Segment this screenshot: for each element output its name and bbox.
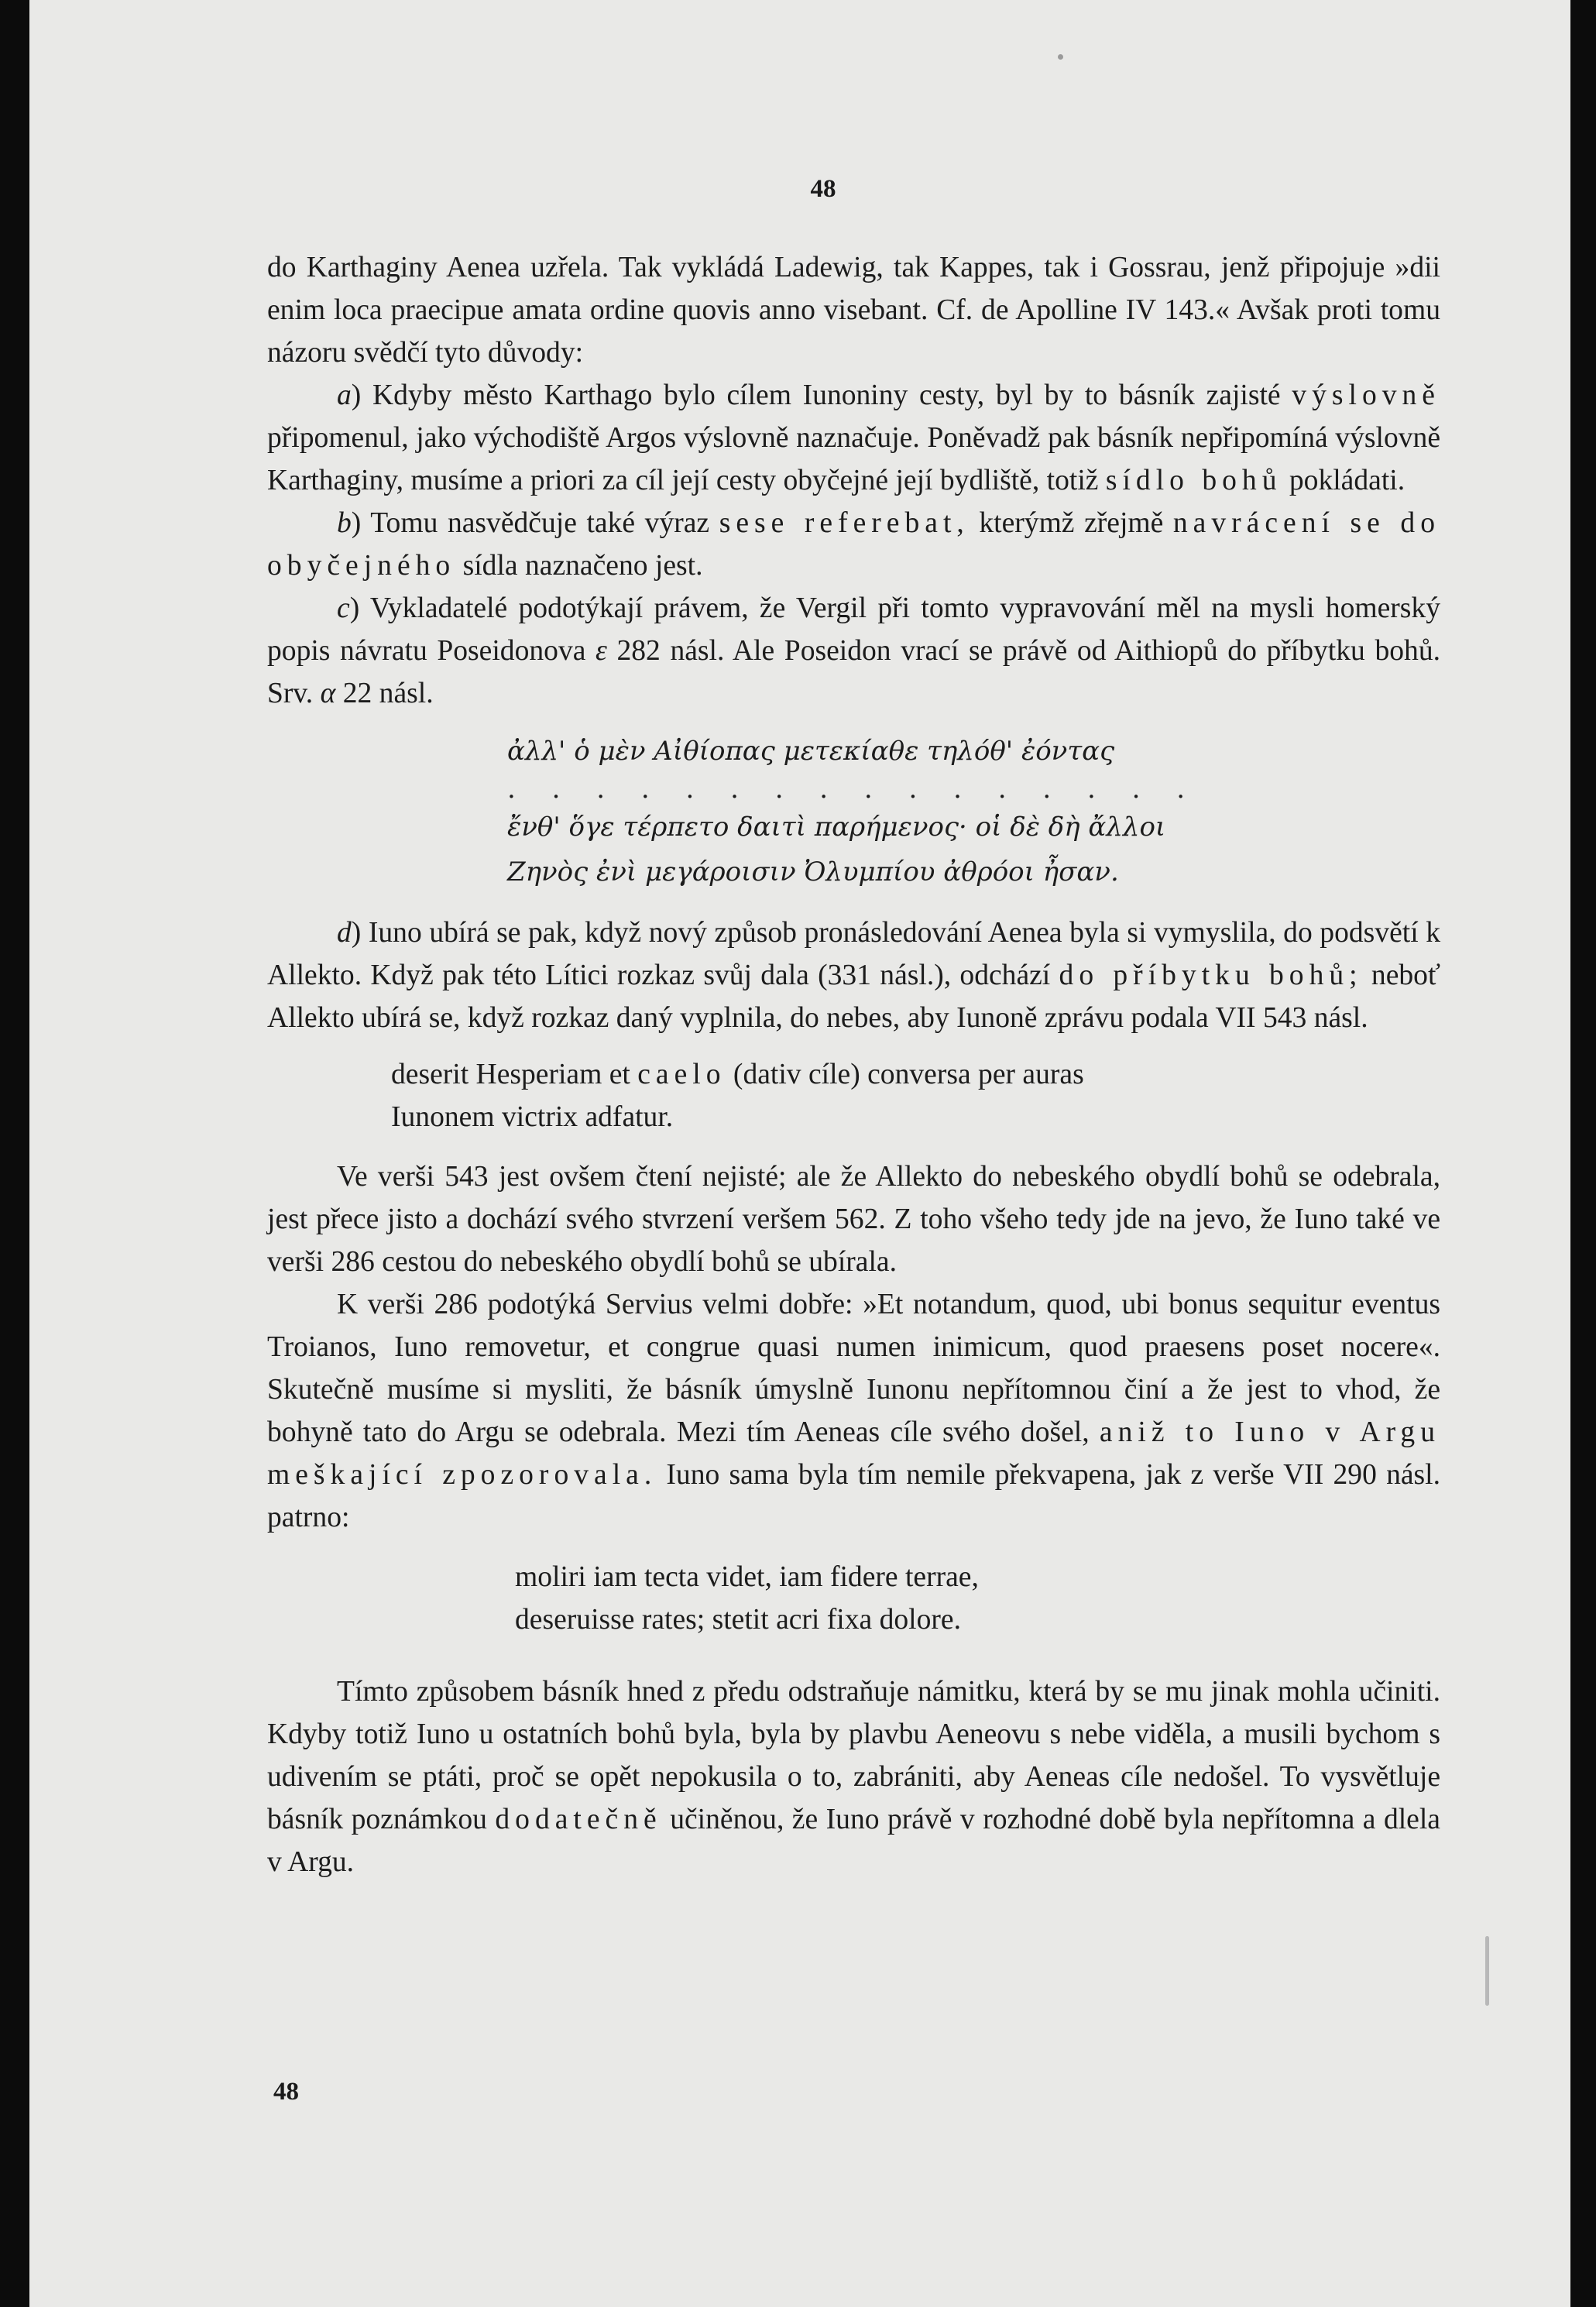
- spaced-emphasis: aniž to Iuno v Argu meškající zpozorovala.: [267, 1416, 1441, 1491]
- page-number-top: 48: [810, 175, 836, 203]
- paragraph-intro: do Karthaginy Aenea uzřela. Tak vykládá Ladewig, tak Kappes, tak i Gossrau, jenž připojuje »dii enim loca praecipue amata ordine quovis anno visebant. Cf. de Apolline IV 143.« Avšak proti tomu názoru svědčí tyto důvody:: [267, 252, 1440, 369]
- quote-line: moliri iam tecta videt, iam fidere terrae,: [515, 1561, 979, 1593]
- spaced-emphasis: sese referebat,: [719, 507, 970, 539]
- spaced-emphasis: caelo: [637, 1059, 726, 1090]
- scan-speck: [1485, 1936, 1489, 2006]
- spaced-emphasis: navrácení se do obyčejného: [267, 507, 1440, 582]
- paragraph-4: Tímto způsobem básník hned z předu odstraňuje námitku, která by se mu jinak mohla učiniti. Kdyby totiž Iuno u ostatních bohů byla, byla by plavbu Aeneovu s nebe viděla, a musili bychom s udivením se ptáti, proč se opět nepokusila o to, zabrániti, aby Aeneas cíle nedošel. To vysvětluje básník poznámkou dodatečně učiněnou, že Iuno právě v rozhodné době byla nepřítomna a dlela v Argu.: [267, 1676, 1440, 1878]
- latin-quotation-2: [515, 1556, 1440, 1641]
- greek-quotation: [507, 729, 1440, 894]
- paragraph-a: a) Kdyby město Karthago bylo cílem Iunoniny cesty, byl by to básník zajisté výslovně připomenul, jako východiště Argos výslovně naznačuje. Poněvadž pak básník nepřipomíná výslovně Karthaginy, musíme a priori za cíl její cesty obyčejné její bydliště, totiž sídlo bohů pokládati.: [267, 379, 1440, 496]
- item-label: a: [337, 379, 352, 411]
- greek-line: Ζηνὸς ἐνὶ μεγάροισιν Ὀλυμπίου ἀθρόοι ἦσαν.: [507, 857, 1119, 887]
- latin-quotation-1: [391, 1053, 1440, 1138]
- spaced-emphasis: dodatečně: [495, 1804, 662, 1835]
- paragraph-c: c) Vykladatelé podotýkají právem, že Vergil při tomto vypravování měl na mysli homerský popis návratu Poseidonova ε 282 násl. Ale Poseidon vrací se právě od Aithiopů do příbytku bohů. Srv. α 22 násl.: [267, 592, 1440, 709]
- page-number-bottom: 48: [273, 2078, 299, 2106]
- quote-line: deserit Hesperiam et caelo (dativ cíle) conversa per auras: [391, 1059, 1084, 1090]
- document-page: [29, 0, 1570, 2307]
- ellipsis-dots: . . . . . . . . . . . . . . . .: [507, 774, 1200, 805]
- spaced-emphasis: výslovně: [1292, 379, 1440, 411]
- spaced-emphasis: sídlo bohů: [1105, 465, 1282, 496]
- paragraph-b: b) Tomu nasvědčuje také výraz sese referebat, kterýmž zřejmě navrácení se do obyčejného sídla naznačeno jest.: [267, 507, 1440, 582]
- greek-line: ἀλλ' ὁ μὲν Αἰθίοπας μετεκίαθε τηλόθ' ἐόντας: [507, 736, 1115, 767]
- main-text: [267, 246, 1440, 1883]
- greek-book-label: α: [320, 678, 336, 709]
- scan-speck: [1058, 54, 1063, 60]
- quote-line: deseruisse rates; stetit acri fixa dolore.: [515, 1604, 961, 1636]
- quote-line: Iunonem victrix adfatur.: [391, 1101, 674, 1133]
- spaced-emphasis: do příbytku bohů;: [1059, 960, 1363, 991]
- greek-book-label: ε: [595, 635, 607, 667]
- item-label: c: [337, 592, 350, 624]
- paragraph-d: d) Iuno ubírá se pak, když nový způsob pronásledování Aenea byla si vymyslila, do podsvětí k Allekto. Když pak této Lítici rozkaz svůj dala (331 násl.), odchází do příbytku bohů; neboť Allekto ubírá se, když rozkaz daný vyplnila, do nebes, aby Iunoně zprávu podala VII 543 násl.: [267, 917, 1441, 1034]
- item-label: b: [337, 507, 352, 539]
- paragraph-3: K verši 286 podotýká Servius velmi dobře: »Et notandum, quod, ubi bonus sequitur eventus Troianos, Iuno removetur, et congrue quasi numen inimicum, quod praesens poset nocere«. Skutečně musíme si mysliti, že básník úmyslně Iunonu nepřítomnou činí a že jest to vhod, že bohyně tato do Argu se odebrala. Mezi tím Aeneas cíle svého došel, aniž to Iuno v Argu meškající zpozorovala. Iuno sama byla tím nemile překvapena, jak z verše VII 290 násl. patrno:: [267, 1289, 1441, 1533]
- greek-line: ἔνθ' ὅγε τέρπετο δαιτὶ παρήμενος· οἱ δὲ δὴ ἄλλοι: [507, 812, 1166, 843]
- item-label: d: [337, 917, 352, 949]
- paragraph-2: Ve verši 543 jest ovšem čtení nejisté; ale že Allekto do nebeského obydlí bohů se odebrala, jest přece jisto a dochází svého stvrzení veršem 562. Z toho všeho tedy jde na jevo, že Iuno také ve verši 286 cestou do nebeského obydlí bohů se ubírala.: [267, 1161, 1440, 1278]
